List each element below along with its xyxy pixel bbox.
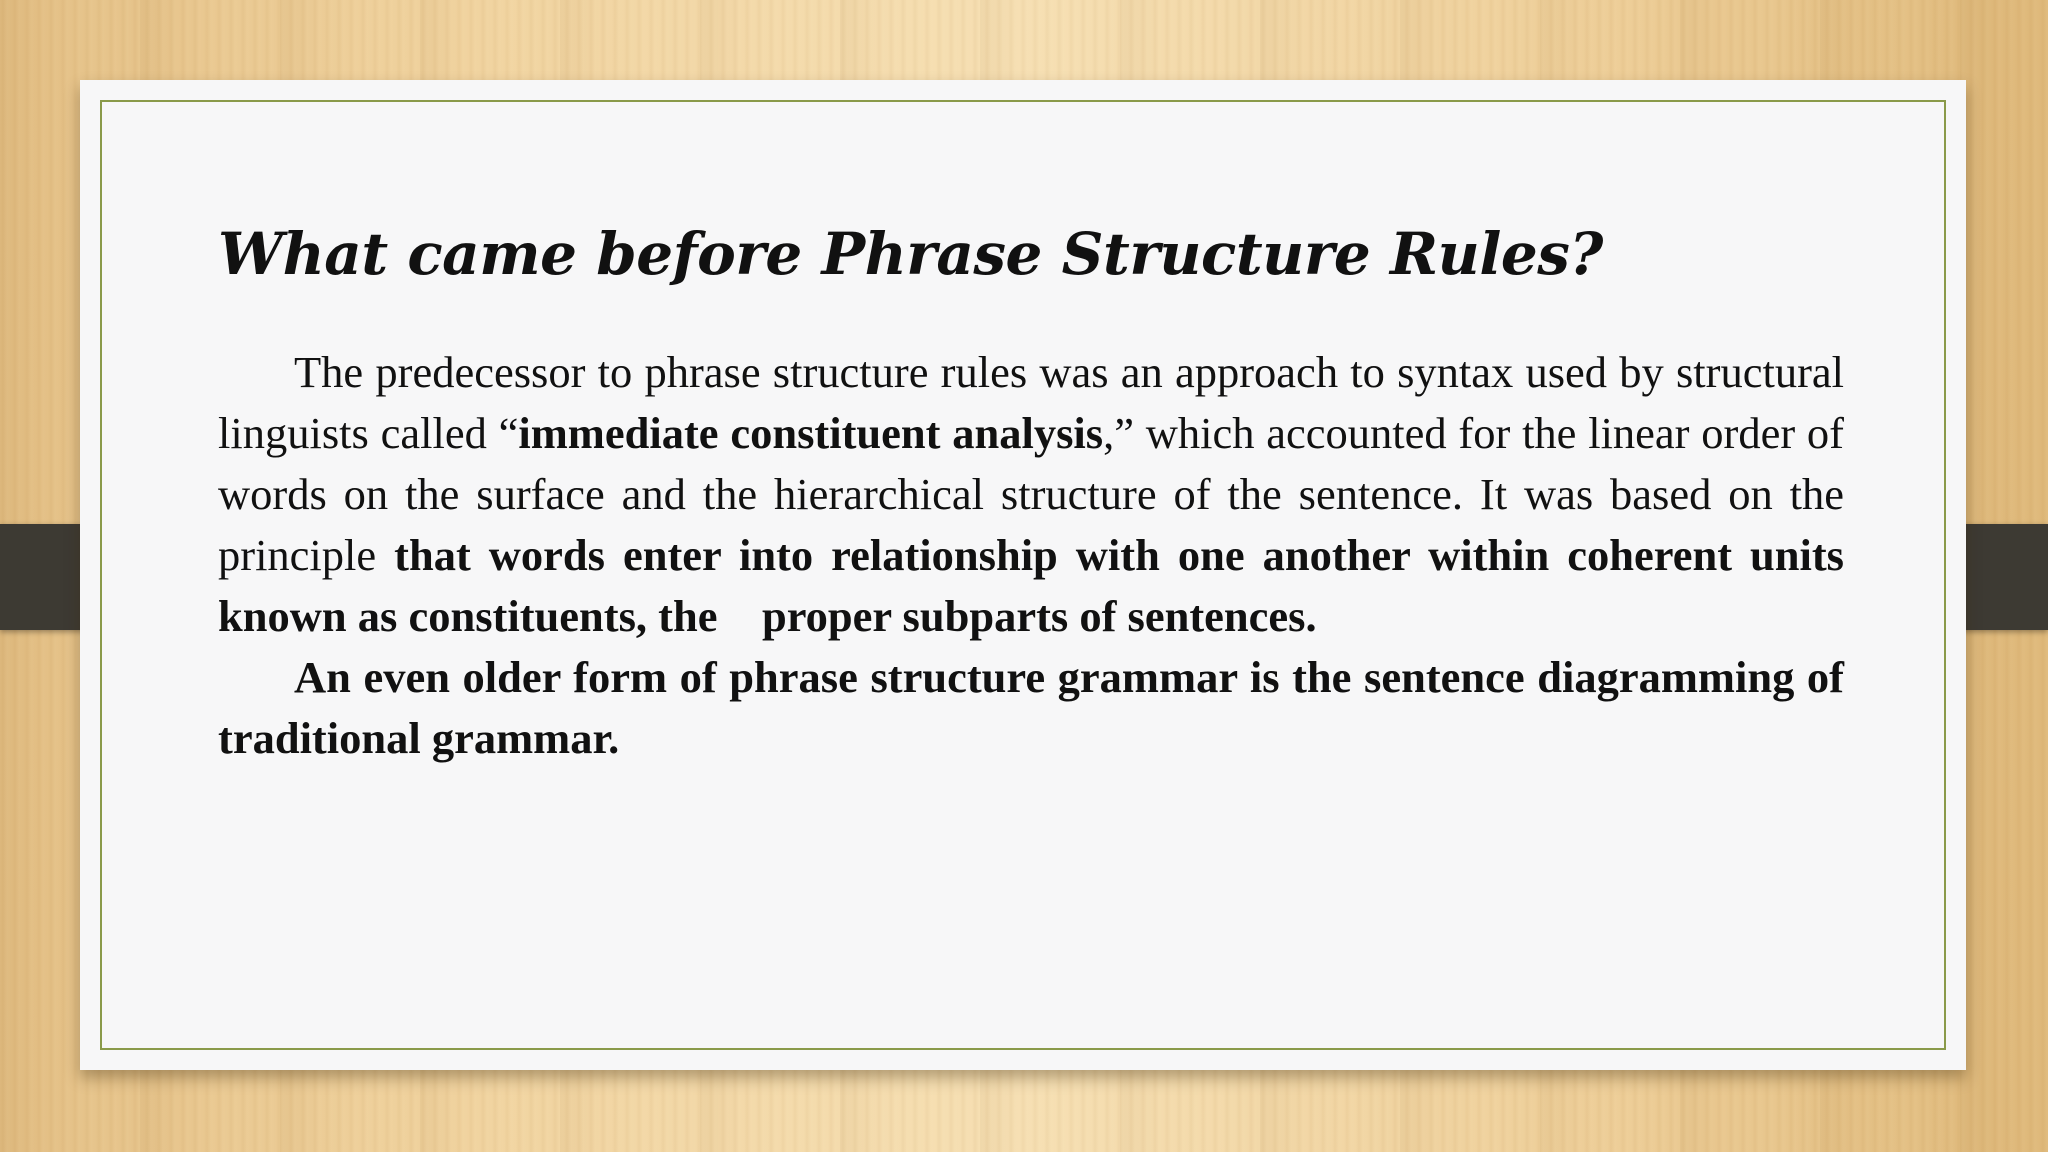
paragraph-1-text-a: The predecessor to phrase structure rules was an approach to syntax used by structural linguists called “ xyxy=(218,347,1844,458)
paragraph-1-principle-end: proper subparts of sentences. xyxy=(761,591,1317,641)
paragraph-2 xyxy=(218,647,1844,769)
paragraph-1-principle: that words enter into relationship with one another within coherent units known as constituents, the xyxy=(218,530,1844,641)
slide-card xyxy=(80,80,1966,1070)
paragraph-2-text: An even older form of phrase structure grammar is the sentence diagramming of traditional grammar. xyxy=(218,652,1844,763)
slide-title: What came before Phrase Structure Rules? xyxy=(218,220,1603,288)
slide-body xyxy=(218,342,1844,769)
paragraph-1-text-b: ,” which accounted for the linear order of words on the surface and the hierarchical structure of the sentence. It was based on the principle xyxy=(218,408,1845,580)
term-immediate-constituent-analysis: immediate constituent analysis xyxy=(518,408,1104,458)
paragraph-1 xyxy=(218,342,1844,647)
